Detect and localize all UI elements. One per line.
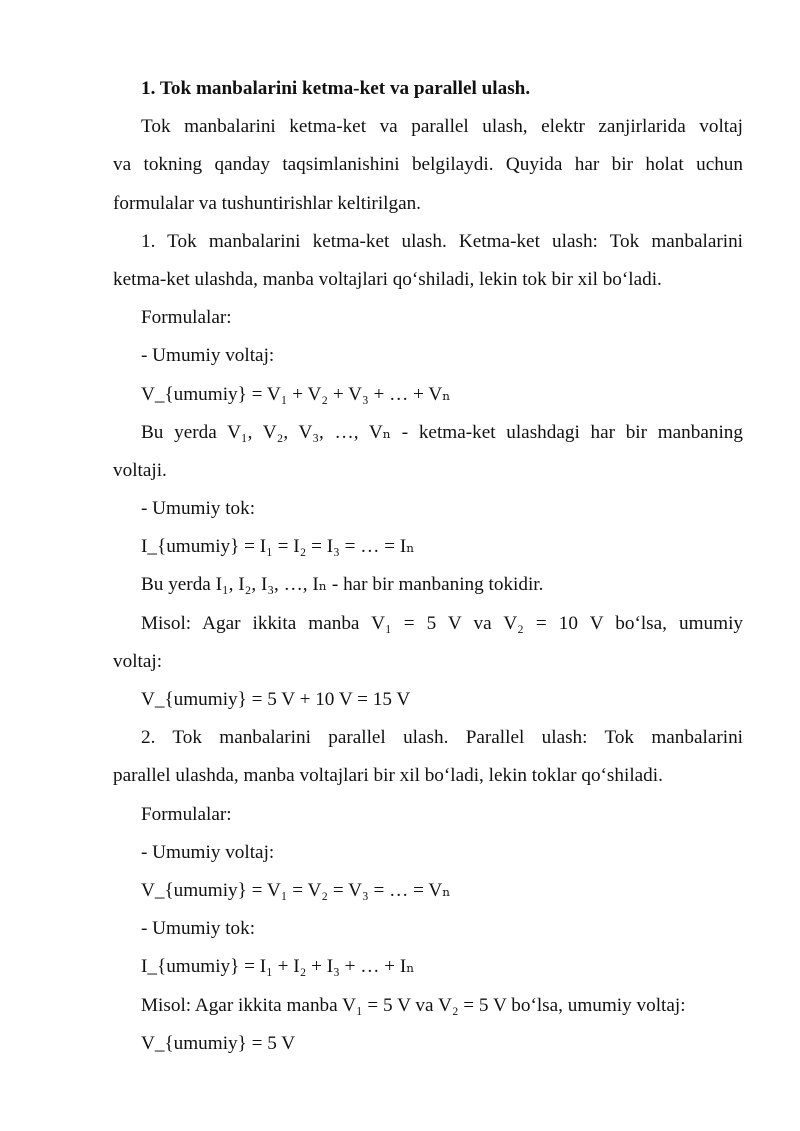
text-line: formulalar va tushuntirishlar keltirilgan. <box>113 192 421 214</box>
text-line: - Umumiy voltaj: <box>141 841 275 863</box>
text-line: voltaji. <box>113 459 167 481</box>
text-line: Tok manbalarini ketma-ket va parallel ulash, elektr zanjirlarida voltaj <box>141 116 743 138</box>
text-line: Bu yerda I₁, I₂, I₃, …, Iₙ - har bir manbaning tokidir. <box>141 574 544 596</box>
section-heading: 1. Tok manbalarini ketma-ket va parallel ulash. <box>141 78 531 99</box>
text-line: ketma-ket ulashda, manba voltajlari qo‘shiladi, lekin tok bir xil bo‘ladi. <box>113 268 662 290</box>
text-line: 1. Tok manbalarini ketma-ket ulash. Ketma-ket ulash: Tok manbalarini <box>141 230 743 252</box>
text-line: Formulalar: <box>141 307 232 329</box>
document-body <box>113 108 743 1063</box>
text-line: I_{umumiy} = I₁ = I₂ = I₃ = … = Iₙ <box>141 536 415 558</box>
text-line: V_{umumiy} = V₁ + V₂ + V₃ + … + Vₙ <box>141 383 451 405</box>
text-line: Misol: Agar ikkita manba V₁ = 5 V va V₂ = 5 V bo‘lsa, umumiy voltaj: <box>141 994 686 1016</box>
text-line: Bu yerda V₁, V₂, V₃, …, Vₙ - ketma-ket ulashdagi har bir manbaning <box>141 421 743 443</box>
text-line: - Umumiy tok: <box>141 498 256 520</box>
document-page <box>113 70 743 1063</box>
text-line: - Umumiy voltaj: <box>141 345 275 367</box>
text-line: - Umumiy tok: <box>141 918 256 940</box>
text-line: I_{umumiy} = I₁ + I₂ + I₃ + … + Iₙ <box>141 956 415 978</box>
text-line: V_{umumiy} = 5 V <box>141 1032 296 1054</box>
text-line: voltaj: <box>113 650 163 672</box>
text-line: V_{umumiy} = V₁ = V₂ = V₃ = … = Vₙ <box>141 879 451 901</box>
text-line: parallel ulashda, manba voltajlari bir xil bo‘ladi, lekin toklar qo‘shiladi. <box>113 765 663 787</box>
text-line: 2. Tok manbalarini parallel ulash. Parallel ulash: Tok manbalarini <box>141 727 743 749</box>
text-line: Formulalar: <box>141 803 232 825</box>
text-line: Misol: Agar ikkita manba V₁ = 5 V va V₂ = 10 V bo‘lsa, umumiy <box>141 612 743 634</box>
text-line: va tokning qanday taqsimlanishini belgilaydi. Quyida har bir holat uchun <box>113 154 743 176</box>
text-line: V_{umumiy} = 5 V + 10 V = 15 V <box>141 689 411 710</box>
